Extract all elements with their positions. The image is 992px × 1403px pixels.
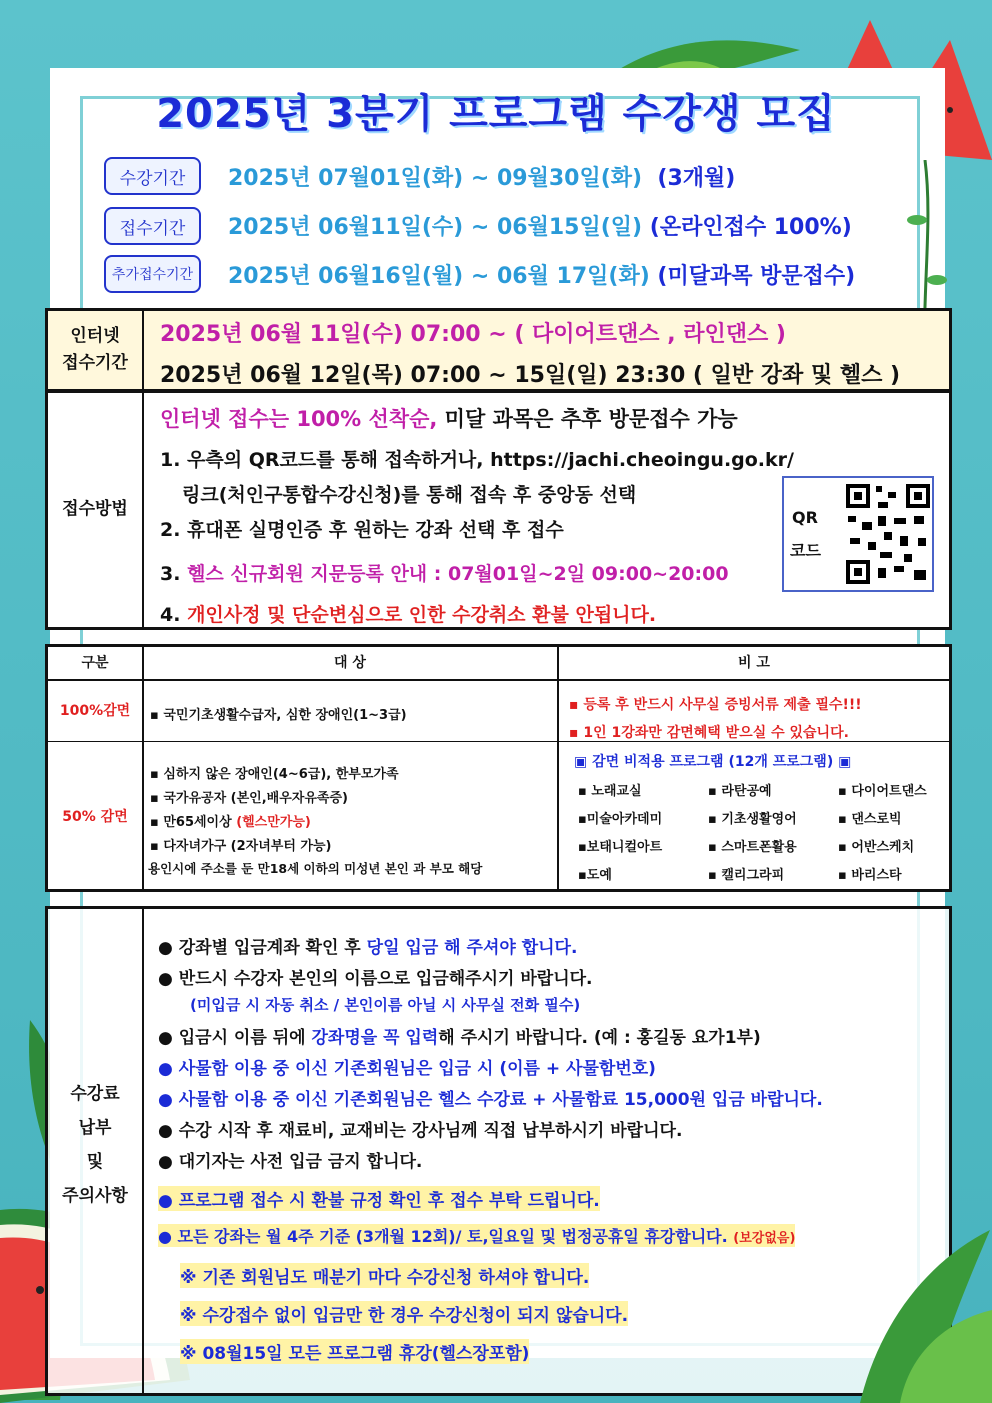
excluded-item: ▪ 다이어트댄스 [838, 784, 927, 799]
row-50-label: 50% 감면 [62, 808, 128, 825]
period-course-dates: 2025년 07월01일(화) ~ 09월30일(화) [228, 166, 643, 191]
excluded-item: ▪보태니컬아트 [578, 840, 663, 855]
fee-line-10-red: (보강없음) [733, 1231, 796, 1246]
fee-line-9: ● 프로그램 접수 시 환불 규정 확인 후 접수 부탁 드립니다. [158, 1186, 600, 1211]
period-additional-note: (미달과목 방문접수) [657, 264, 856, 289]
divider [142, 392, 144, 628]
excluded-item: ▪ 어반스케치 [838, 840, 915, 855]
method-head-red: 인터넷 접수는 100% 선착순, [160, 407, 438, 431]
excluded-item: ▪ 댄스로빅 [838, 812, 902, 827]
internet-line2: 2025년 06월 12일(목) 07:00 ~ 15일(일) 23:30 ( 일반 강좌 및 헬스 ) [160, 363, 901, 388]
fee-line-2: ● 반드시 수강자 본인의 이름으로 입금해주시기 바랍니다. [158, 969, 593, 989]
excluded-item: ▪도예 [578, 868, 612, 883]
page-title: 2025년 3분기 프로그램 수강생 모집 [156, 91, 836, 137]
fees-label-line: 주의사항 [62, 1186, 128, 1206]
fee-line-6: ● 사물함 이용 중 이신 기존회원님은 헬스 수강료 + 사물함료 15,000원 입금 바랍니다. [158, 1090, 823, 1110]
excluded-item: ▪ 라탄공예 [708, 784, 772, 799]
leaf-decoration-right-icon [840, 1150, 992, 1403]
period-additional-dates: 2025년 06월16일(월) ~ 06월 17일(화) [228, 264, 650, 289]
period-value-additional [228, 259, 855, 290]
method-item3-num: 3. [160, 563, 188, 585]
fee-line-11: ※ 기존 회원님도 매분기 마다 수강신청 하셔야 합니다. [180, 1263, 589, 1288]
excluded-item: ▪미술아카데미 [578, 812, 663, 827]
excluded-item: ▪ 캘리그라피 [708, 868, 785, 883]
divider [47, 679, 950, 681]
qr-code-icon[interactable] [844, 482, 932, 586]
row-50-target-3-text: ▪ 만65세이상 [150, 815, 237, 830]
fees-label-line: 수강료 [70, 1084, 120, 1104]
row-100-label: 100%감면 [59, 702, 131, 719]
divider [142, 646, 144, 890]
method-item3 [160, 559, 729, 586]
period-label-course: 수강기간 [104, 157, 201, 195]
row-50-target-3 [150, 811, 311, 830]
period-value-registration [228, 210, 852, 241]
fee-line-8: ● 대기자는 사전 입금 금지 합니다. [158, 1152, 423, 1172]
excluded-title: ▣ 감면 비적용 프로그램 (12개 프로그램) ▣ [574, 754, 852, 770]
period-label-registration: 접수기간 [104, 207, 201, 245]
note-2: ▪ 1인 1강좌만 감면혜택 받으실 수 있습니다. [569, 725, 849, 741]
row-50-target-4: ▪ 다자녀가구 (2자녀부터 가능) [150, 839, 332, 854]
fee-line-4c: 해 주시기 바랍니다. (예 : 홍길동 요가1부) [438, 1028, 761, 1048]
period-registration-dates: 2025년 06월11일(수) ~ 06월15일(일) [228, 215, 643, 240]
divider [142, 908, 144, 1394]
method-head [160, 403, 738, 433]
row-100-target: ▪ 국민기초생활수급자, 심한 장애인(1~3급) [150, 708, 407, 723]
row-50-target-5: 용인시에 주소를 둔 만18세 이하의 미성년 본인 과 부모 해당 [148, 861, 483, 876]
internet-label-line2: 접수기간 [62, 353, 128, 373]
qr-label-line2: 코드 [790, 541, 821, 560]
period-value-course [228, 161, 735, 192]
method-item1a: 1. 우측의 QR코드를 통해 접속하거나, https://jachi.cheoingu.go.kr/ [160, 449, 794, 471]
qr-box [782, 476, 934, 592]
row-50-target-1: ▪ 심하지 않은 장애인(4~6급), 한부모가족 [150, 767, 399, 782]
divider [557, 646, 559, 890]
row-50-target-2: ▪ 국가유공자 (본인,배우자유족증) [150, 791, 348, 806]
method-item4 [160, 600, 656, 627]
fees-label-line: 납부 [78, 1118, 112, 1138]
excluded-item: ▪ 기초생활영어 [708, 812, 797, 827]
method-item2: 2. 휴대폰 실명인증 후 원하는 강좌 선택 후 접수 [160, 519, 564, 541]
fee-line-5: ● 사물함 이용 중 이신 기존회원님은 입금 시 (이름 + 사물함번호) [158, 1059, 656, 1079]
fee-line-10 [158, 1224, 795, 1247]
fee-line-1 [158, 933, 577, 958]
fee-line-12: ※ 수강접수 없이 입금만 한 경우 수강신청이 되지 않습니다. [180, 1301, 628, 1326]
fee-line-7: ● 수강 시작 후 재료비, 교재비는 강사님께 직접 납부하시기 바랍니다. [158, 1121, 683, 1141]
method-head-rest: 미달 과목은 추후 방문접수 가능 [437, 407, 738, 431]
note-1: ▪ 등록 후 반드시 사무실 증빙서류 제출 필수!!! [569, 697, 862, 713]
method-item4-text: 개인사정 및 단순변심으로 인한 수강취소 환불 안됩니다. [187, 604, 657, 626]
fees-label-line: 및 [86, 1152, 104, 1172]
internet-period-label [48, 312, 142, 388]
fee-line-4a: ● 입금시 이름 뒤에 [158, 1028, 312, 1048]
qr-label-line1: QR [792, 508, 818, 527]
internet-line1: 2025년 06월 11일(수) 07:00 ~ ( 다이어트댄스 , 라인댄스 ) [160, 322, 786, 347]
excluded-item: ▪ 스마트폰활용 [708, 840, 797, 855]
fee-line-4 [158, 1023, 761, 1048]
fee-line-1b: 당일 입금 해 주셔야 합니다. [366, 938, 578, 958]
internet-label-line1: 인터넷 [70, 325, 120, 346]
period-registration-note: (온라인접수 100%) [649, 215, 852, 240]
excluded-item: ▪ 바리스타 [838, 868, 902, 883]
divider [142, 310, 144, 390]
header-notes: 비 고 [738, 654, 770, 671]
fee-line-13: ※ 08월15일 모든 프로그램 휴강(헬스장포함) [180, 1339, 529, 1364]
fee-line-10-text: ● 모든 강좌는 월 4주 기준 (3개월 12회)/ 토,일요일 및 법정공휴일 휴강합니다. [158, 1227, 728, 1246]
excluded-item: ▪ 노래교실 [578, 784, 642, 799]
row-50-target-3-highlight: (헬스만가능) [236, 815, 311, 830]
period-course-note: (3개월) [657, 166, 736, 191]
period-label-additional: 추가접수기간 [104, 255, 201, 293]
method-label: 접수방법 [62, 499, 128, 520]
method-item4-num: 4. [160, 604, 188, 626]
header-target: 대 상 [334, 654, 366, 671]
fee-line-3: (미입금 시 자동 취소 / 본인이름 아닐 시 사무실 전화 필수) [190, 996, 581, 1014]
fees-label [48, 1080, 142, 1210]
method-item1b: 링크(처인구통합수강신청)를 통해 접속 후 중앙동 선택 [182, 484, 637, 506]
method-item3-text: 헬스 신규회원 지문등록 안내 : 07월01일~2일 09:00~20:00 [187, 563, 729, 585]
header-category: 구분 [81, 654, 109, 671]
fee-line-1a: ● 강좌별 입금계좌 확인 후 [158, 938, 367, 958]
fee-line-4b: 강좌명을 꼭 입력 [311, 1028, 439, 1048]
